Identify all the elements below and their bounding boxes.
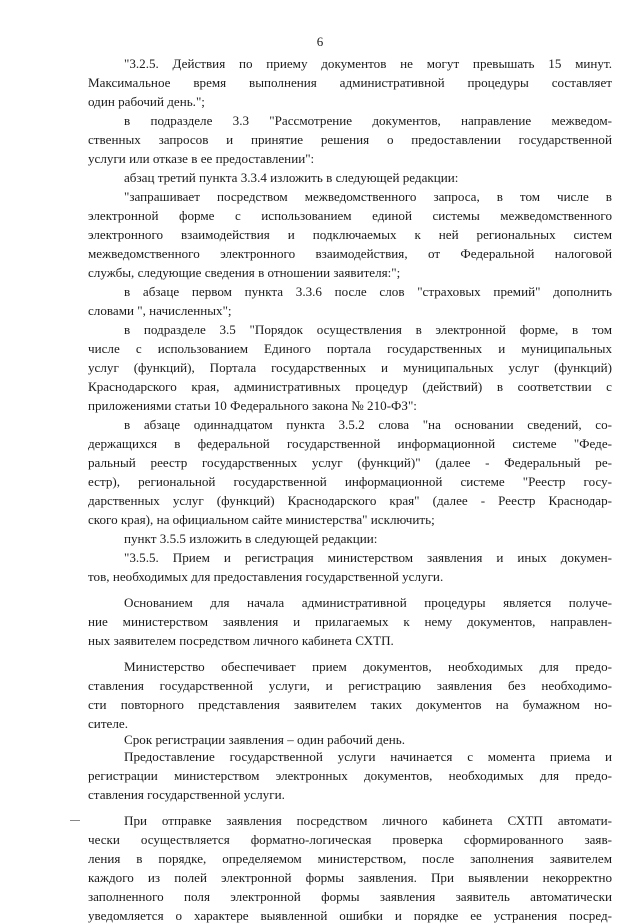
text-line: "запрашивает посредством межведомственного запроса, в том числе в <box>124 189 612 204</box>
text-line: сителе. <box>88 716 128 731</box>
text-line: "3.5.5. Прием и регистрация министерством заявления и иных докумен- <box>124 550 612 565</box>
text-line: электронного взаимодействия и подключаемых к ней региональных систем <box>88 227 612 242</box>
text-line: один рабочий день."; <box>88 94 205 109</box>
text-line: заполненного поля электронной формы заявления заявитель автоматически <box>88 889 612 904</box>
text-line: ственных запросов и принятие решения о предоставлении государственной <box>88 132 612 147</box>
text-line: Предоставление государственной услуги начинается с момента приема и <box>124 749 612 764</box>
text-line: каждого из полей электронной формы заявления. При выявлении некорректно <box>88 870 612 885</box>
text-line: ние министерством заявления и прилагаемых к нему документов, направлен- <box>88 614 612 629</box>
text-line: чески осуществляется форматно-логическая проверка сформированного заяв- <box>88 832 612 847</box>
text-line: электронной форме с использованием единой системы межведомственного <box>88 208 612 223</box>
text-line: Срок регистрации заявления – один рабочий день. <box>124 732 405 747</box>
text-line: ставления государственной услуги. <box>88 787 285 802</box>
text-line: регистрации министерством электронных документов, необходимых для предо- <box>88 768 612 783</box>
text-line: приложениями статьи 10 Федерального закона № 210-ФЗ": <box>88 398 417 413</box>
margin-mark <box>70 820 80 821</box>
text-line: в абзаце первом пункта 3.3.6 после слов "страховых премий" дополнить <box>124 284 612 299</box>
text-line: в подразделе 3.5 "Порядок осуществления в электронной форме, в том <box>124 322 612 337</box>
text-line: ральный реестр государственных услуг (функций)" (далее - Федеральный ре- <box>88 455 612 470</box>
text-line: ных заявителем посредством личного кабинета СХТП. <box>88 633 394 648</box>
text-line: словами ", начисленных"; <box>88 303 232 318</box>
text-line: службы, следующие сведения в отношении заявителя:"; <box>88 265 401 280</box>
text-line: естр), региональной государственной информационной системе "Реестр госу- <box>88 474 612 489</box>
text-line: Министерство обеспечивает прием документов, необходимых для предо- <box>124 659 612 674</box>
text-line: держащихся в федеральной государственной информационной системе "Феде- <box>88 436 612 451</box>
text-line: абзац третий пункта 3.3.4 изложить в следующей редакции: <box>124 170 459 185</box>
text-line: дарственных услуг (функций) Краснодарского края" (далее - Реестр Краснодар- <box>88 493 612 508</box>
text-line: сти повторного представления заявителем таких документов на бумажном но- <box>88 697 612 712</box>
page-number: 6 <box>316 34 324 49</box>
text-line: услуги или отказе в ее предоставлении": <box>88 151 315 166</box>
text-line: тов, необходимых для предоставления государственной услуги. <box>88 569 444 584</box>
text-line: в подразделе 3.3 "Рассмотрение документов, направление межведом- <box>124 113 612 128</box>
text-line: ставления государственной услуги, и регистрацию заявления без необходимо- <box>88 678 612 693</box>
text-line: числе с использованием Единого портала государственных и муниципальных <box>88 341 612 356</box>
text-line: межведомственного электронного взаимодействия, от Федеральной налоговой <box>88 246 612 261</box>
text-line: "3.2.5. Действия по приему документов не могут превышать 15 минут. <box>124 56 612 71</box>
text-line: услуг (функций), Портала государственных и муниципальных услуг (функций) <box>88 360 612 375</box>
text-line: ления в порядке, определяемом министерством, после заполнения заявителем <box>88 851 612 866</box>
text-line: При отправке заявления посредством личного кабинета СХТП автомати- <box>124 813 612 828</box>
text-line: в абзаце одиннадцатом пункта 3.5.2 слова "на основании сведений, со- <box>124 417 612 432</box>
text-line: пункт 3.5.5 изложить в следующей редакции: <box>124 531 378 546</box>
text-line: Краснодарского края, административных процедур (действий) в соответствии с <box>88 379 612 394</box>
text-line: уведомляется о характере выявленной ошибки и порядке ее устранения посред- <box>88 908 612 923</box>
text-line: ского края), на официальном сайте министерства" исключить; <box>88 512 435 527</box>
text-line: Основанием для начала административной процедуры является получе- <box>124 595 612 610</box>
text-line: Максимальное время выполнения административной процедуры составляет <box>88 75 612 90</box>
